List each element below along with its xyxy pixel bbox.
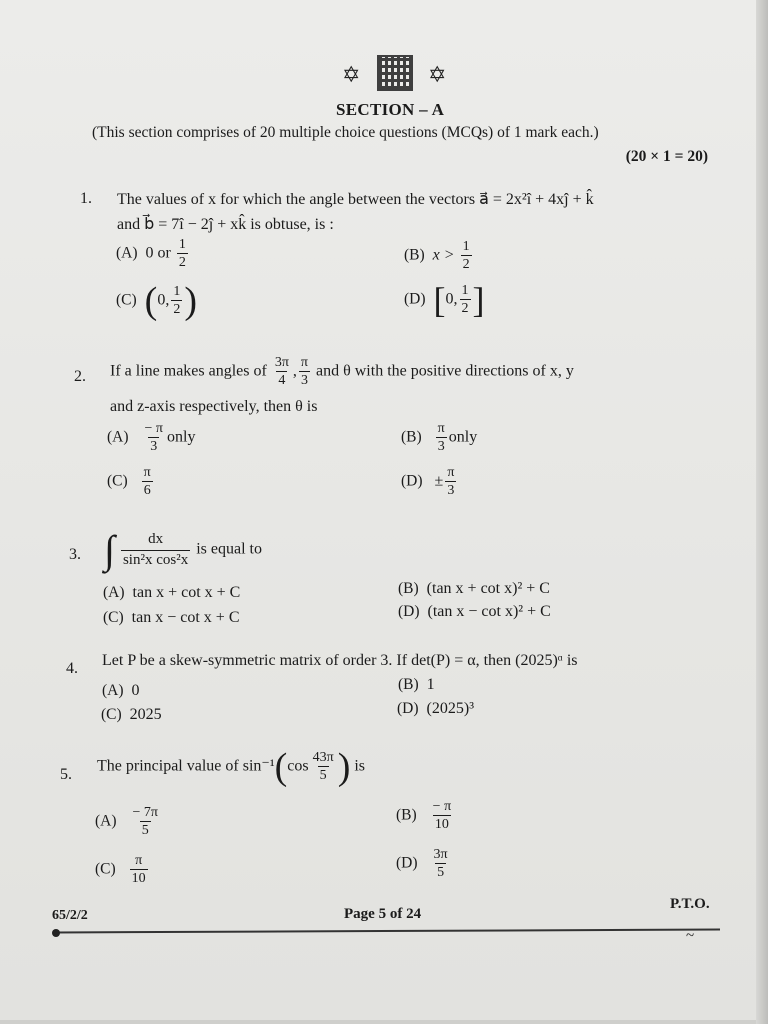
question-number: 2. [74, 368, 86, 385]
bullet-dot-icon [52, 929, 60, 937]
star-of-david-icon: ✡ [428, 62, 447, 87]
option-a: (A) 0 [102, 682, 140, 699]
option-d: (D) [0, $\frac{1}{2}$ ] [404, 280, 485, 320]
option-b: (B) $\frac{- \pi}{10}$ [396, 799, 452, 832]
option-b: (B) x > $\frac{1}{2}$ [404, 239, 470, 272]
option-c: (C) tan x − cot x + C [103, 609, 240, 626]
question-text: ∫ $\frac{dx}{\text{sin²x cos²x}}$ is equal to [104, 527, 262, 572]
question-text-line1: If a line makes angles of $\frac{3\pi}{4}$ , $\frac{\pi}{3}$ and θ with the positive directions of x, y [110, 355, 574, 388]
question-number: 5. [60, 766, 72, 783]
footer-divider [56, 929, 720, 933]
tilde-mark: ~ [686, 928, 695, 944]
option-d: (D) (tan x − cot x)² + C [398, 603, 551, 620]
option-b: (B) 1 [398, 676, 435, 693]
page-number: Page 5 of 24 [344, 906, 422, 922]
option-a: (A) $\frac{- 7\pi}{5}$ [95, 805, 158, 838]
option-b: (B) $\frac{\pi}{3}$ only [401, 421, 478, 454]
qr-code [377, 55, 413, 91]
question-number: 3. [69, 546, 81, 563]
marks-summary: (20 × 1 = 20) [625, 148, 708, 165]
question-text-line2: and b⃗ = 7î − 2ĵ + xk̂ is obtuse, is : [117, 216, 334, 233]
question-text: The principal value of sin⁻¹(cos $\frac{43\pi}{5}$ ) is [97, 746, 366, 788]
option-d: (D) (2025)³ [397, 700, 474, 717]
option-a: (A) $\frac{- \pi}{3}$ only [107, 421, 196, 454]
question-number: 4. [66, 660, 78, 677]
section-title: SECTION – A [336, 100, 445, 119]
option-b: (B) (tan x + cot x)² + C [398, 580, 550, 597]
question-text: Let P be a skew-symmetric matrix of order 3. If det(P) = α, then (2025)ᵅ is [102, 652, 578, 669]
option-d: (D) ± $\frac{\pi}{3}$ [401, 465, 455, 498]
option-a: (A) 0 or $\frac{1}{2}$ [116, 237, 186, 270]
page-edge [756, 0, 768, 1024]
section-description: (This section comprises of 20 multiple choice questions (MCQs) of 1 mark each.) [92, 124, 599, 141]
option-c: (C) 2025 [101, 706, 162, 723]
star-of-david-icon: ✡ [342, 62, 361, 87]
option-c: (C) (0, $\frac{1}{2}$ ) [116, 280, 197, 322]
option-c: (C) $\frac{\pi}{10}$ [95, 853, 146, 886]
option-d: (D) $\frac{3\pi}{5}$ [396, 847, 448, 880]
question-number: 1. [80, 190, 92, 207]
option-c: (C) $\frac{\pi}{6}$ [107, 465, 151, 498]
question-text-line1: The values of x for which the angle between the vectors a⃗ = 2x²î + 4xĵ + k̂ [117, 191, 594, 208]
option-a: (A) tan x + cot x + C [103, 584, 241, 601]
pto-label: P.T.O. [670, 896, 710, 912]
question-text-line2: and z-axis respectively, then θ is [110, 398, 318, 415]
paper-code: 65/2/2 [52, 908, 88, 923]
